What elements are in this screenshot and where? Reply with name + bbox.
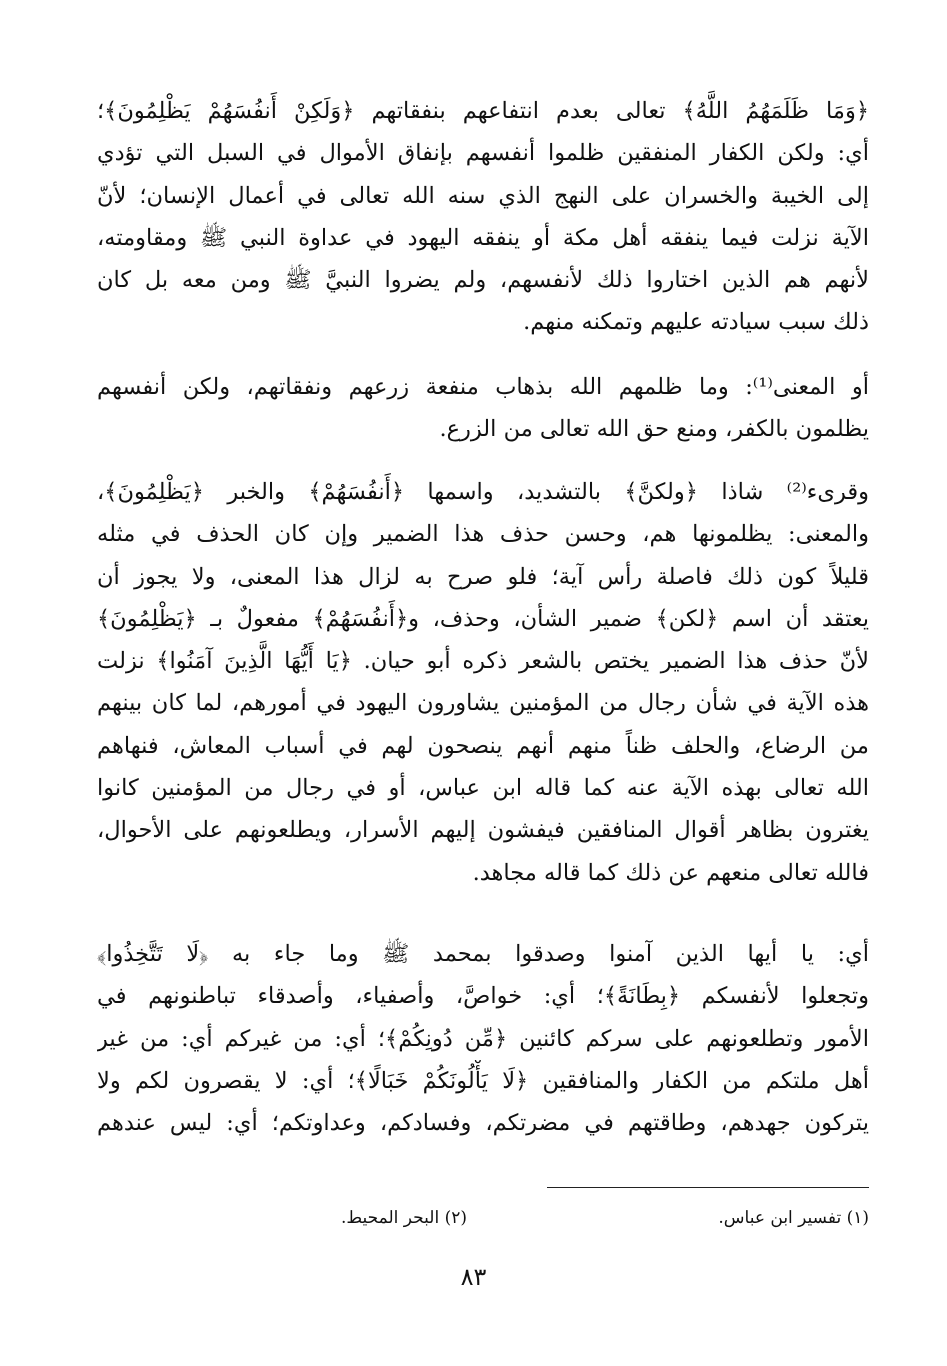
- text-line: إلى الخيبة والخسران على النهج الذي سنه الله تعالى في أعمال الإنسان؛ لأنّ: [97, 182, 869, 209]
- text-line: الآية نزلت فيما ينفقه أهل مكة أو ينفقه اليهود في عداوة النبي ﷺ ومقاومته،: [97, 224, 869, 251]
- text-line: وتجعلوا لأنفسكم ﴿بِطَانَةً﴾؛ أي: خواصَّ، وأصفياء، وأصدقاء تباطنونهم في: [97, 983, 869, 1010]
- text-line: من الرضاع، والحلف ظناً منهم أنهم ينصحون لهم في أسباب المعاش، فنهاهم: [97, 732, 869, 759]
- text-line: يتركون جهدهم، وطاقتهم في مضرتكم، وفسادكم، وعداوتكم؛ أي: ليس عندهم: [97, 1110, 869, 1137]
- text-line: أو المعنى⁽¹⁾: وما ظلمهم الله بذهاب منفعة زرعهم ونفقاتهم، ولكن أنفسهم: [97, 374, 869, 400]
- text-line: الله تعالى بهذه الآية عنه كما قاله ابن عباس، أو في رجال من المؤمنين كانوا: [97, 775, 869, 802]
- paragraph-3: [97, 471, 869, 894]
- text-line: لأنهم هم الذين اختاروا ذلك لأنفسهم، ولم يضروا النبيَّ ﷺ ومن معه بل كان: [97, 267, 869, 294]
- text-line: ﴿وَمَا ظَلَمَهُمُ اللَّهُ﴾ تعالى بعدم انتفاعهم بنفقاتهم ﴿وَلَكِنْ أَنفُسَهُمْ يَظْلِمُونَ﴾؛: [97, 98, 869, 124]
- text-line: لأنّ حذف هذا الضمير يختص بالشعر ذكره أبو حيان. ﴿يَا أَيُّهَا الَّذِينَ آمَنُوا﴾ نزلت: [97, 648, 869, 675]
- footnote-divider: [547, 1187, 869, 1188]
- text-line: أهل ملتكم من الكفار والمنافقين ﴿لَا يَأْلُونَكُمْ خَبَالًا﴾؛ أي: لا يقصرون لكم ولا: [97, 1067, 869, 1094]
- text-line: أي: ولكن الكفار المنفقين ظلموا أنفسهم بإنفاق الأموال في السبل التي تؤدي: [97, 140, 869, 167]
- text-line: أي: يا أيها الذين آمنوا وصدقوا بمحمد ﷺ وما جاء به ﴿لَا تَتَّخِذُوا﴾: [97, 941, 869, 967]
- text-line: يظلمون بالكفر، ومنع حق الله تعالى من الزرع.: [439, 416, 869, 443]
- text-line: الأمور وتطلعونهم على سركم كائنين ﴿مِّن دُونِكُمْ﴾؛ أي: من غيركم أي: من غير: [97, 1025, 869, 1052]
- paragraph-1: [97, 90, 869, 344]
- footnote-2: (٢) البحر المحيط.: [341, 1208, 467, 1228]
- paragraph-2: [97, 366, 869, 451]
- text-line: ذلك سبب سيادته عليهم وتمكنه منهم.: [523, 309, 869, 336]
- text-line: قليلاً كون ذلك فاصلة رأس آية؛ فلو صرح به لزال هذا المعنى، ولا يجوز أن: [97, 563, 869, 590]
- text-line: فالله تعالى منعهم عن ذلك كما قاله مجاهد.: [472, 859, 869, 886]
- text-line: يعتقد أن اسم ﴿لكن﴾ ضمير الشأن، وحذف، و﴿أَنفُسَهُمْ﴾ مفعولٌ بـ ﴿يَظْلِمُونَ﴾: [97, 605, 869, 632]
- text-line: هذه الآية في شأن رجال من المؤمنين يشاورون اليهود في أمورهم، لما كان بينهم: [97, 690, 869, 717]
- text-line: يغترون بظاهر أقوال المنافقين فيفشون إليهم الأسرار، ويطلعونهم على الأحوال،: [97, 817, 869, 844]
- text-line: والمعنى: يظلمونها هم، وحسن حذف هذا الضمير وإن كان الحذف في مثله: [97, 521, 869, 548]
- paragraph-4: [97, 933, 869, 1144]
- text-line: وقرىء⁽²⁾ شاذا ﴿ولكنَّ﴾ بالتشديد، واسمها ﴿أَنفُسَهُمْ﴾ والخبر ﴿يَظْلِمُونَ﴾،: [97, 479, 869, 505]
- footnote-1: (١) تفسير ابن عباس.: [718, 1208, 869, 1228]
- page-number: ٨٣: [460, 1263, 487, 1291]
